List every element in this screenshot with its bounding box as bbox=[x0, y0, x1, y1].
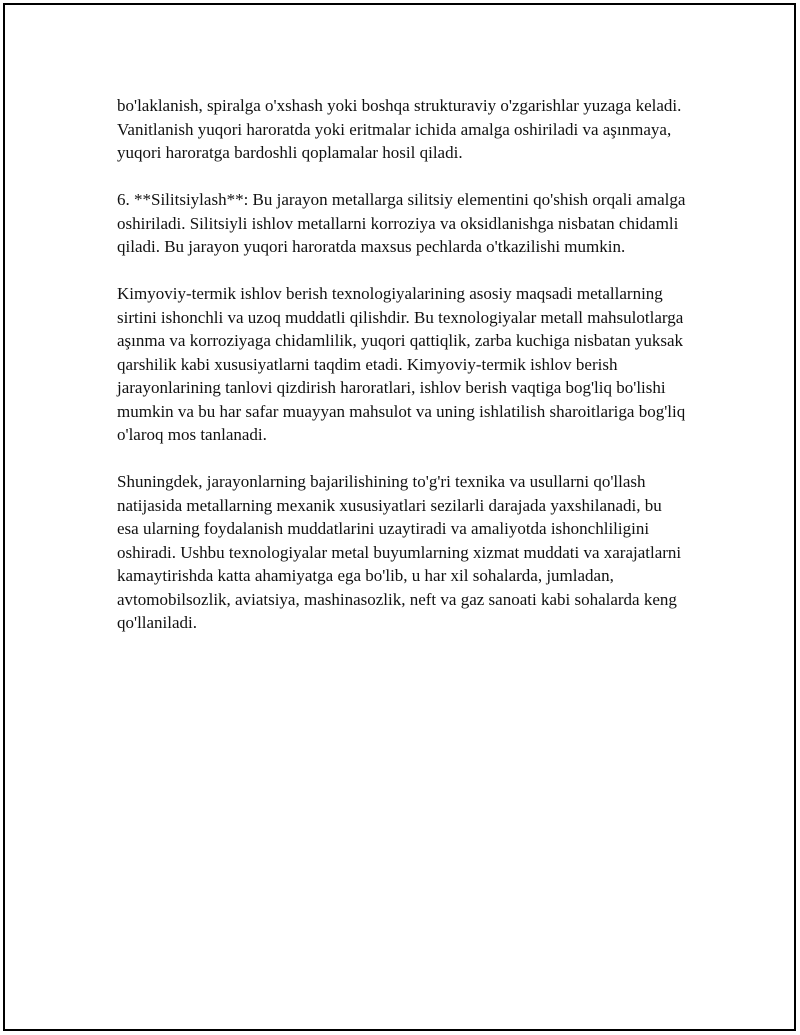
paragraph-main-purpose: Kimyoviy-termik ishlov berish texnologiyalarining asosiy maqsadi metallarning sirtini ishonchli va uzoq muddatli qilishdir. Bu texnologiyalar metall mahsulotlarga aşınma va korroziyaga chidamlilik, yuqori qattiqlik, zarba kuchiga nisbatan yuksak qarshilik kabi xususiyatlarni taqdim etadi. Kimyoviy-termik ishlov berish jarayonlarining tanlovi qizdirish haroratlari, ishlov berish vaqtiga bog'liq bo'lishi mumkin va bu har safar muayyan mahsulot va uning ishlatilish sharoitlariga bog'liq o'laroq mos tanlanadi. bbox=[117, 284, 686, 444]
paragraph-vanitlanish-continuation: bo'laklanish, spiralga o'xshash yoki boshqa strukturaviy o'zgarishlar yuzaga keladi. Vanitlanish yuqori haroratda yoki eritmalar ichida amalga oshiriladi va aşınmaya, yuqori haroratga bardoshli qoplamalar hosil qiladi. bbox=[117, 96, 682, 162]
paragraph-conclusion: Shuningdek, jarayonlarning bajarilishining to'g'ri texnika va usullarni qo'llash natijasida metallarning mexanik xususiyatlari sezilarli darajada yaxshilanadi, bu esa ularning foydalanish muddatlarini uzaytiradi va amaliyotda ishonchliligini oshiradi. Ushbu texnologiyalar metal buyumlarning xizmat muddati va xarajatlarni kamaytirishda katta ahamiyatga ega bo'lib, u har xil sohalarda, jumladan, avtomobilsozlik, aviatsiya, mashinasozlik, neft va gaz sanoati kabi sohalarda keng qo'llaniladi. bbox=[117, 472, 682, 632]
paragraph-silitsiylash: 6. **Silitsiylash**: Bu jarayon metallarga silitsiy elementini qo'shish orqali amalga oshiriladi. Silitsiyli ishlov metallarni korroziya va oksidlanishga nisbatan chidamli qiladi. Bu jarayon yuqori haroratda maxsus pechlarda o'tkazilishi mumkin. bbox=[117, 190, 686, 256]
document-body bbox=[117, 94, 687, 635]
